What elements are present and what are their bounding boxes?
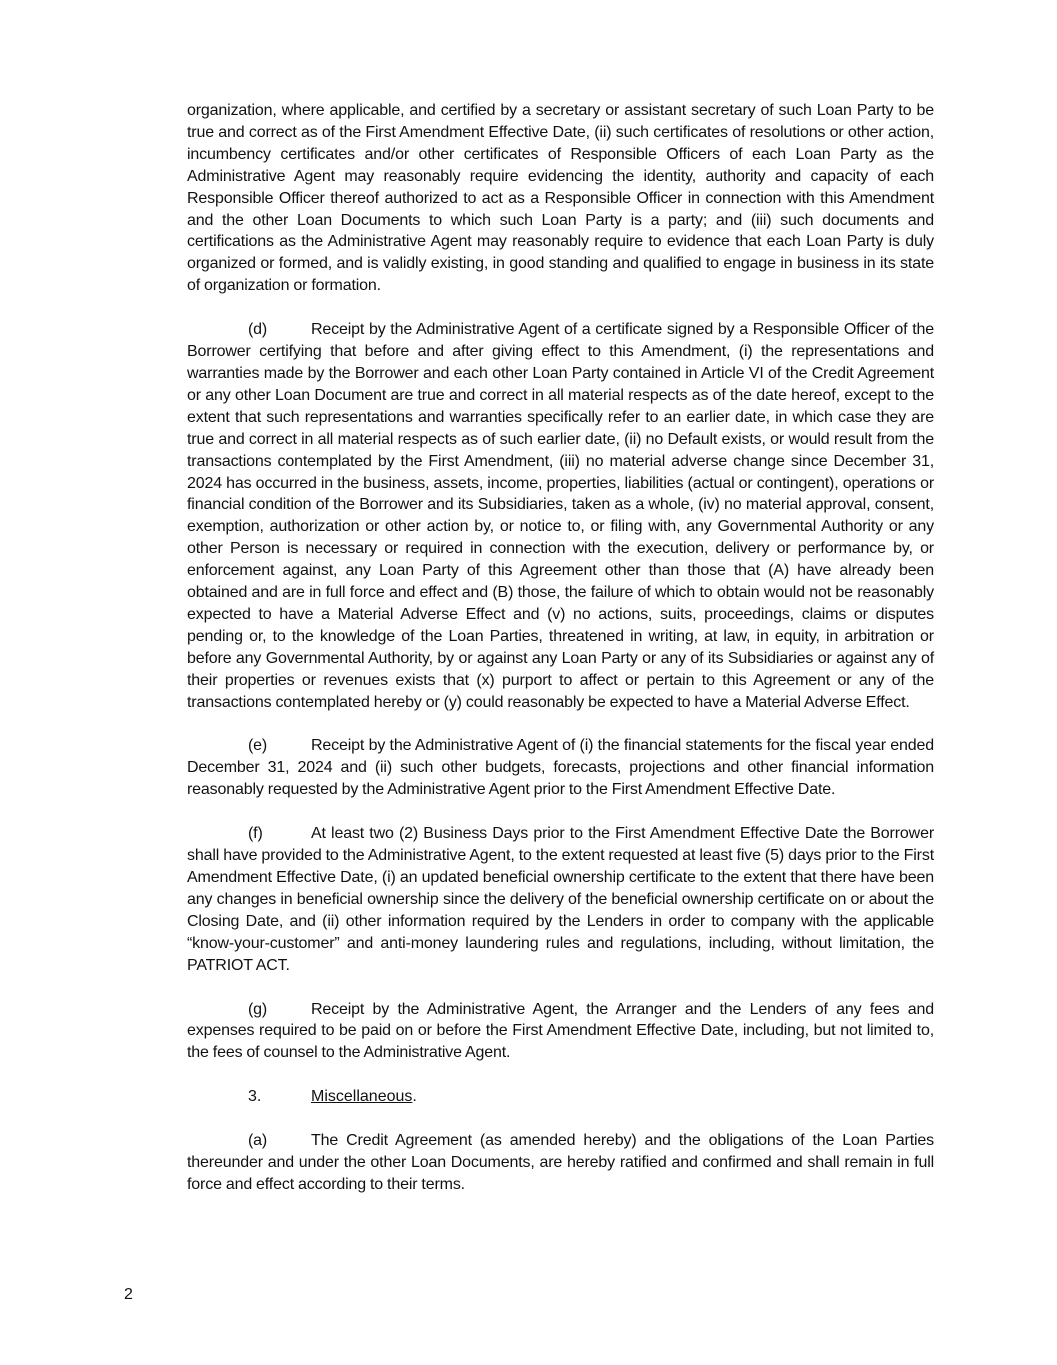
page-number: 2 xyxy=(124,1286,133,1303)
paragraph-label: (g) xyxy=(248,1000,268,1018)
section-heading xyxy=(187,1086,934,1108)
paragraph-label: (d) xyxy=(248,321,268,339)
paragraph-text: The Credit Agreement (as amended hereby) and the obligations of the Loan Parties thereunder and under the other Loan Documents, are hereby ratified and confirmed and shall remain in full force and effect according to their terms. xyxy=(187,1132,934,1193)
paragraph-text: organization, where applicable, and certified by a secretary or assistant secretary of such Loan Party to be true and correct as of the First Amendment Effective Date, (ii) such certificates of resolutions or other action, incumbency certificates and/or other certificates of Responsible Officers of each Loan Party as the Administrative Agent may reasonably require evidencing the identity, authority and capacity of each Responsible Officer thereof authorized to act as a Responsible Officer in connection with this Amendment and the other Loan Documents to which such Loan Party is a party; and (iii) such documents and certifications as the Administrative Agent may reasonably require to evidence that each Loan Party is duly organized or formed, and is validly existing, in good standing and qualified to engage in business in its state of organization or formation. xyxy=(187,102,934,295)
paragraph-text: At least two (2) Business Days prior to the First Amendment Effective Date the Borrower shall have provided to the Administrative Agent, to the extent requested at least five (5) days prior to the First Amendment Effective Date, (i) an updated beneficial ownership certificate to the extent that there have been any changes in beneficial ownership since the delivery of the beneficial ownership certificate on or about the Closing Date, and (ii) other information required by the Lenders in order to company with the applicable “know-your-customer” and anti-money laundering rules and regulations, including, without limitation, the PATRIOT ACT. xyxy=(187,825,934,974)
section-title: Miscellaneous xyxy=(311,1088,413,1106)
paragraph-label: (a) xyxy=(248,1132,268,1150)
paragraph-text: Receipt by the Administrative Agent of (i) the financial statements for the fiscal year ended December 31, 2024 and (ii) such other budgets, forecasts, projections and other financial information reasonably requested by the Administrative Agent prior to the First Amendment Effective Date. xyxy=(187,737,934,799)
paragraph-e xyxy=(187,735,934,801)
paragraph-g xyxy=(187,999,934,1065)
paragraph-label: (f) xyxy=(248,825,263,843)
paragraph-text: Receipt by the Administrative Agent, the Arranger and the Lenders of any fees and expenses required to be paid on or before the First Amendment Effective Date, including, but not limited to, the fees of counsel to the Administrative Agent. xyxy=(187,1000,934,1062)
paragraph-continuation xyxy=(187,100,934,297)
paragraph-text: Receipt by the Administrative Agent of a certificate signed by a Responsible Officer of the Borrower certifying that before and after giving effect to this Amendment, (i) the representations and warranties made by the Borrower and each other Loan Party contained in Article VI of the Credit Agreement or any other Loan Document are true and correct in all material respects as of the date hereof, except to the extent that such representations and warranties specifically refer to an earlier date, in which case they are true and correct in all material respects as of such earlier date, (ii) no Default exists, or would result from the transactions contemplated by the First Amendment, (iii) no material adverse change since December 31, 2024 has occurred in the business, assets, income, properties, liabilities (actual or contingent), operations or financial condition of the Borrower and its Subsidiaries, taken as a whole, (iv) no material approval, consent, exemption, authorization or other action by, or notice to, or filing with, any Governmental Authority or any other Person is necessary or required in connection with the execution, delivery or performance by, or enforcement against, any Loan Party of this Agreement other than those that (A) have already been obtained and are in full force and effect and (B) those, the failure of which to obtain would not be reasonably expected to have a Material Adverse Effect and (v) no actions, suits, proceedings, claims or disputes pending or, to the knowledge of the Loan Parties, threatened in writing, at law, in equity, in arbitration or before any Governmental Authority, by or against any Loan Party or any of its Subsidiaries or against any of their properties or revenues exists that (x) purport to affect or pertain to this Agreement or any of the transactions contemplated hereby or (y) could reasonably be expected to have a Material Adverse Effect. xyxy=(187,321,934,711)
paragraph-a xyxy=(187,1130,934,1196)
section-title-period: . xyxy=(412,1088,417,1106)
paragraph-f xyxy=(187,823,934,976)
section-number: 3. xyxy=(248,1088,262,1106)
document-page xyxy=(187,100,934,1196)
paragraph-d xyxy=(187,319,934,713)
paragraph-label: (e) xyxy=(248,737,268,755)
